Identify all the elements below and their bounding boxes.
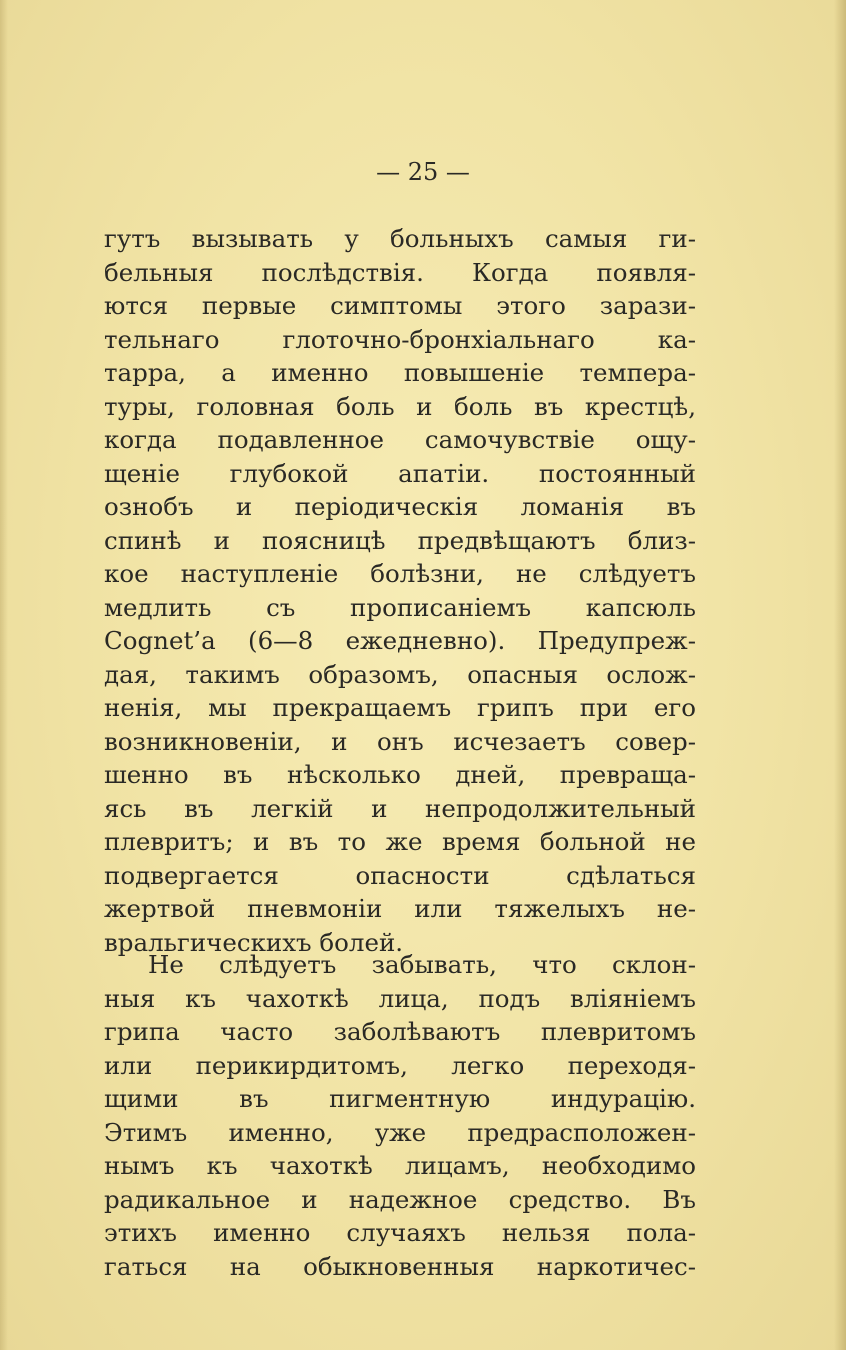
text-line: ныя къ чахоткѣ лица, подъ вліяніемъ [104,983,696,1013]
paragraph-2 [104,948,696,1283]
text-line: тельнаго глоточно-бронхіальнаго ка- [104,324,696,354]
text-line: ются первые симптомы этого зарази- [104,291,696,320]
text-line: подвергается опасности сдѣлаться [104,860,696,890]
text-line: ознобъ и періодическія ломанія въ [104,492,696,521]
text-line: туры, головная боль и боль въ крестцѣ, [104,391,696,421]
text-line: щеніе глубокой апатіи. постоянный [104,458,696,488]
page-edge-right [834,0,846,1350]
text-line: плевритъ; и въ то же время больной не [104,827,696,856]
text-line: щими въ пигментную индурацію. [104,1084,696,1113]
text-line: грипа часто заболѣваютъ плевритомъ [104,1017,696,1046]
text-line: возникновеніи, и онъ исчезаетъ совер- [104,726,696,756]
text-line: нымъ къ чахоткѣ лицамъ, необходимо [104,1151,696,1180]
text-line: кое наступленіе болѣзни, не слѣдуетъ [104,559,696,588]
text-line: или перикирдитомъ, легко переходя- [104,1050,696,1080]
text-line: спинѣ и поясницѣ предвѣщаютъ близ- [104,525,696,555]
text-line: ясь въ легкій и непродолжительный [104,793,696,823]
text-line: ненія, мы прекращаемъ грипъ при его [104,693,696,722]
text-line: вральгическихъ болей. [104,927,404,957]
page-number: — 25 — [376,158,470,186]
text-line: Cognet’а (6—8 ежедневно). Предупреж- [104,626,696,655]
text-line: гутъ вызывать у больныхъ самыя ги- [104,224,696,253]
text-line: шенно въ нѣсколько дней, превраща- [104,760,696,789]
text-line: жертвой пневмоніи или тяжелыхъ не- [104,894,696,923]
text-line: этихъ именно случаяхъ нельзя пола- [104,1218,696,1247]
text-line: гаться на обыкновенныя наркотичес- [104,1251,696,1281]
text-line: дая, такимъ образомъ, опасныя ослож- [104,659,696,689]
text-line: Не слѣдуетъ забывать, что склон- [148,950,696,979]
text-line: медлить съ прописаніемъ капсюль [104,592,696,622]
text-line: когда подавленное самочувствіе ощу- [104,425,696,454]
page-edge-left [0,0,8,1350]
paragraph-1 [104,222,696,959]
text-line: Этимъ именно, уже предрасположен- [104,1117,696,1147]
text-line: радикальное и надежное средство. Въ [104,1184,696,1214]
text-line: бельныя послѣдствія. Когда появля- [104,257,696,287]
text-line: тарра, а именно повышеніе темпера- [104,358,696,387]
